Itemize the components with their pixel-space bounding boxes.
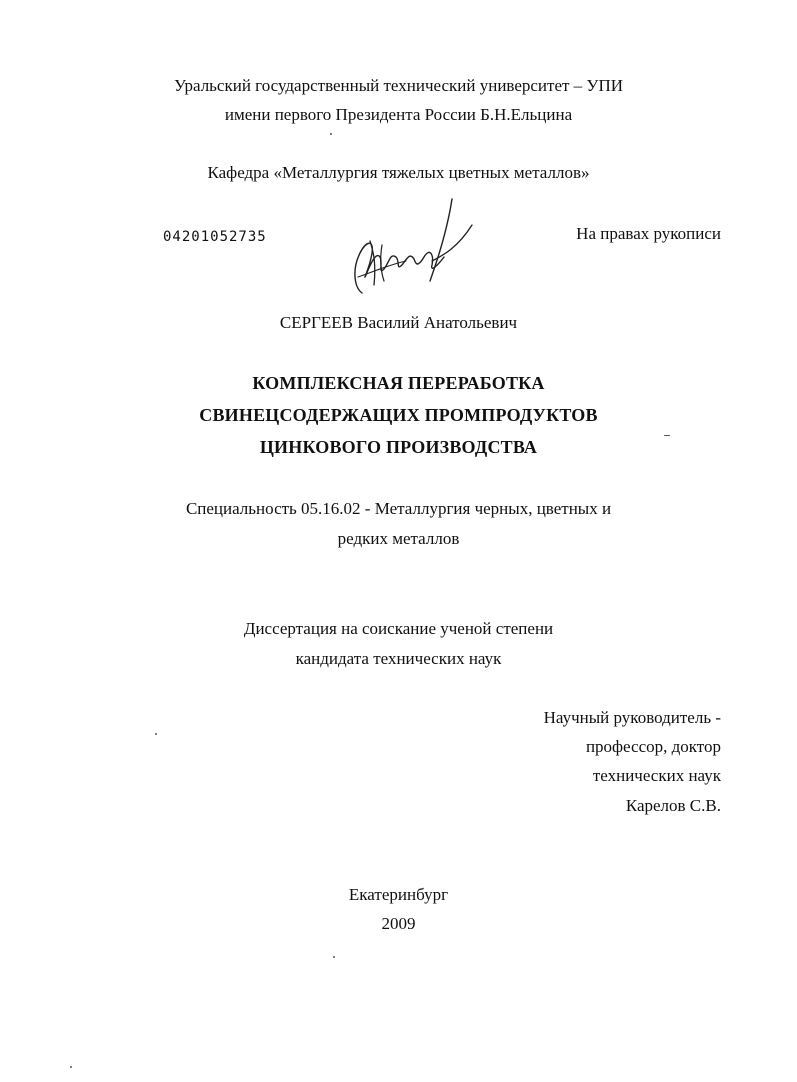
scan-speck bbox=[333, 956, 335, 958]
supervisor-line-3: технических наук bbox=[592, 766, 721, 785]
scan-speck bbox=[70, 1066, 72, 1068]
specialty-line-2: редких металлов bbox=[337, 529, 460, 548]
supervisor-line-2: профессор, доктор bbox=[585, 737, 721, 756]
specialty-line-1: Специальность 05.16.02 - Металлургия черных, цветных и bbox=[185, 499, 612, 518]
supervisor-line-1: Научный руководитель - bbox=[543, 708, 721, 727]
supervisor-line-4: Карелов С.В. bbox=[625, 796, 721, 815]
scan-speck bbox=[664, 435, 670, 436]
department-name: Кафедра «Металлургия тяжелых цветных металлов» bbox=[207, 163, 590, 182]
year: 2009 bbox=[381, 914, 416, 933]
author-name: СЕРГЕЕВ Василий Анатольевич bbox=[279, 313, 518, 332]
archive-code: 04201052735 bbox=[163, 229, 267, 245]
thesis-title-line-3: ЦИНКОВОГО ПРОИЗВОДСТВА bbox=[259, 437, 538, 457]
degree-line-1: Диссертация на соискание ученой степени bbox=[243, 619, 554, 638]
degree-line-2: кандидата технических наук bbox=[295, 649, 502, 668]
city: Екатеринбург bbox=[348, 885, 449, 904]
thesis-title-line-2: СВИНЕЦСОДЕРЖАЩИХ ПРОМПРОДУКТОВ bbox=[199, 405, 598, 425]
scan-speck bbox=[330, 133, 332, 135]
scan-speck bbox=[155, 733, 157, 735]
university-honorific: имени первого Президента России Б.Н.Ельцина bbox=[224, 105, 573, 124]
rights-note: На правах рукописи bbox=[576, 224, 721, 243]
thesis-title-line-1: КОМПЛЕКСНАЯ ПЕРЕРАБОТКА bbox=[252, 373, 545, 393]
signature-image bbox=[340, 195, 480, 300]
university-name: Уральский государственный технический университет – УПИ bbox=[173, 76, 624, 95]
